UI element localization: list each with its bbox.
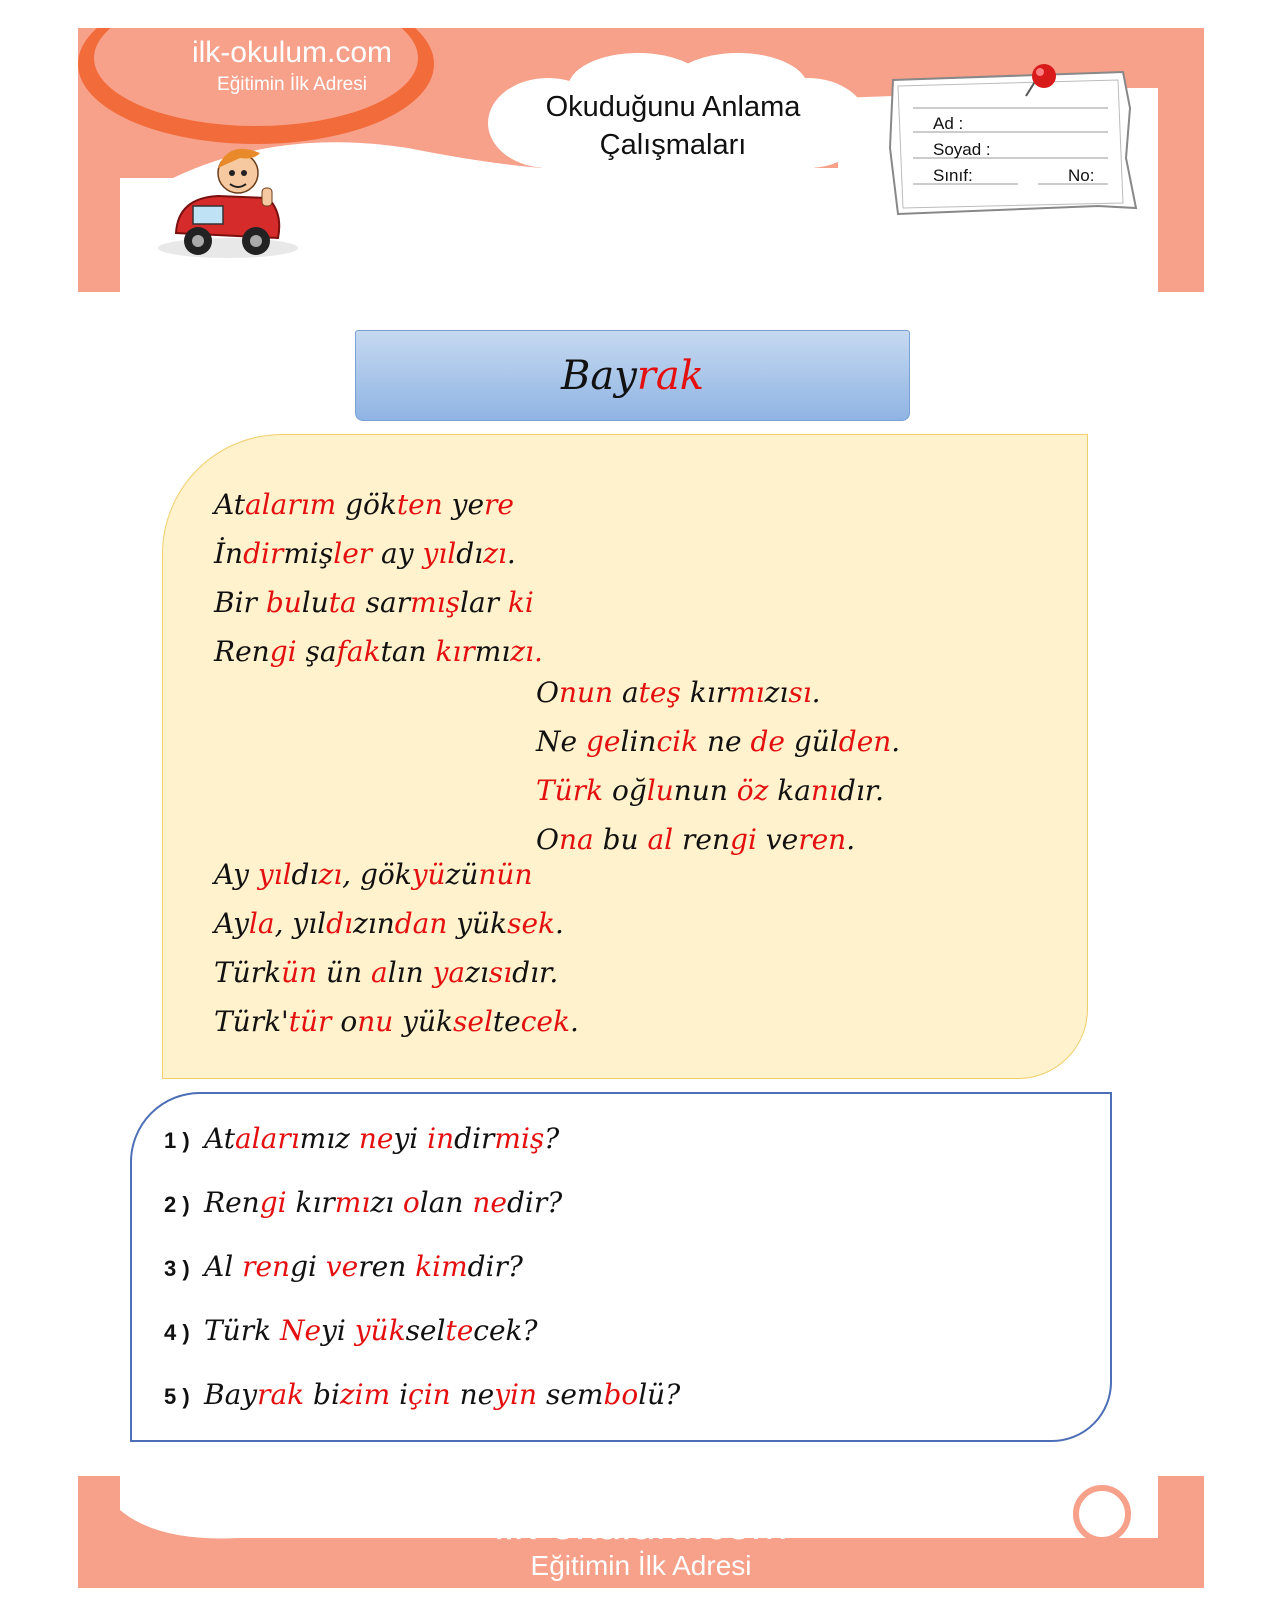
poem-syllable: kır bbox=[435, 635, 475, 668]
poem-syllable: mı bbox=[474, 635, 511, 668]
poem-syllable: gül bbox=[784, 725, 839, 758]
class-label: Sınıf: bbox=[933, 166, 973, 185]
poem-syllable: . bbox=[555, 907, 564, 940]
question-syllable: gi bbox=[259, 1186, 287, 1219]
worksheet-title bbox=[498, 88, 848, 164]
question-text bbox=[204, 1122, 559, 1155]
brand-subtitle: Eğitimin İlk Adresi bbox=[217, 74, 367, 95]
poem-syllable: Bir bbox=[214, 586, 266, 619]
poem-line bbox=[214, 858, 532, 891]
question-syllable: o bbox=[402, 1186, 420, 1219]
poem-syllable: nün bbox=[478, 858, 533, 891]
brand-title: ilk-okulum.com bbox=[191, 36, 393, 69]
question-syllable: dir? bbox=[467, 1250, 523, 1283]
poem-syllable: nı bbox=[810, 774, 838, 807]
question-syllable: dir bbox=[454, 1122, 495, 1155]
poem-syllable: ler bbox=[333, 537, 373, 570]
poem-syllable: Türk bbox=[536, 774, 604, 807]
poem-syllable: den bbox=[838, 725, 892, 758]
poem-syllable: dir bbox=[243, 537, 284, 570]
question-syllable: At bbox=[204, 1122, 235, 1155]
poem-syllable: dı bbox=[456, 537, 484, 570]
poem-syllable: . bbox=[891, 725, 901, 758]
poem-syllable: O bbox=[536, 823, 559, 856]
poem-syllable: dı bbox=[326, 907, 353, 940]
poem-syllable: zı. bbox=[510, 635, 543, 668]
poem-syllable: re bbox=[484, 488, 514, 521]
poem-syllable: dan bbox=[394, 907, 448, 940]
poem-syllable: İn bbox=[214, 537, 244, 570]
poem-syllable: ki bbox=[507, 586, 534, 619]
poem-syllable: lin bbox=[620, 725, 657, 758]
poem-syllable: o bbox=[331, 1005, 358, 1038]
question-syllable: yi bbox=[321, 1314, 355, 1347]
poem-syllable: ren bbox=[798, 823, 847, 856]
question-syllable: Ne bbox=[279, 1314, 322, 1347]
poem-syllable: . bbox=[846, 823, 856, 856]
poem-syllable: zın bbox=[352, 907, 395, 940]
poem-syllable: nun bbox=[558, 676, 614, 709]
poem-syllable: oğ bbox=[603, 774, 647, 807]
poem-syllable: . bbox=[569, 1005, 579, 1038]
question-syllable: rak bbox=[257, 1378, 305, 1411]
question-syllable: ? bbox=[544, 1122, 560, 1155]
poem-line bbox=[214, 907, 564, 940]
poem-syllable: şa bbox=[296, 635, 337, 668]
poem-syllable: cek bbox=[520, 1005, 570, 1038]
poem-syllable: al bbox=[647, 823, 674, 856]
question-syllable: sel bbox=[405, 1314, 446, 1347]
poem-syllable: Ren bbox=[214, 635, 270, 668]
question-syllable: dir? bbox=[506, 1186, 563, 1219]
question-syllable: ve bbox=[325, 1250, 359, 1283]
question-syllable: yi bbox=[393, 1122, 428, 1155]
poem-line bbox=[214, 635, 543, 668]
poem-title-part1: Bay bbox=[560, 352, 637, 399]
poem-syllable: ya bbox=[432, 956, 466, 989]
poem-syllable: mış bbox=[410, 586, 460, 619]
question-syllable: te bbox=[445, 1314, 474, 1347]
poem-syllable: yük bbox=[447, 907, 508, 940]
question-syllable: ne bbox=[358, 1122, 394, 1155]
worksheet-title-line2: Çalışmaları bbox=[599, 129, 747, 161]
poem-syllable: teş bbox=[638, 676, 681, 709]
poem-syllable: , yıl bbox=[274, 907, 327, 940]
question-syllable: Ren bbox=[204, 1186, 260, 1219]
poem-syllable: lu bbox=[646, 774, 674, 807]
question-syllable: mı bbox=[334, 1186, 371, 1219]
footer-brand-subtitle: Eğitimin İlk Adresi bbox=[530, 1550, 752, 1581]
poem-syllable: At bbox=[214, 488, 245, 521]
poem-syllable: nun bbox=[673, 774, 737, 807]
poem-title bbox=[561, 353, 704, 399]
question-syllable: i bbox=[390, 1378, 409, 1411]
poem-syllable: Türk bbox=[214, 956, 282, 989]
question-syllable: cek? bbox=[473, 1314, 538, 1347]
poem-syllable: . bbox=[811, 676, 821, 709]
question-syllable: ala bbox=[234, 1122, 278, 1155]
poem-syllable: , gök bbox=[342, 858, 412, 891]
poem-syllable: sel bbox=[453, 1005, 493, 1038]
question-syllable: ne bbox=[450, 1378, 495, 1411]
poem-line bbox=[214, 956, 558, 989]
poem-syllable: sek bbox=[507, 907, 556, 940]
poem-syllable: zı bbox=[483, 537, 507, 570]
question-syllable: ne bbox=[472, 1186, 507, 1219]
question-number: 2 ) bbox=[164, 1192, 190, 1217]
poem-syllable: lın bbox=[387, 956, 433, 989]
worksheet-footer bbox=[78, 1476, 1204, 1588]
poem-line bbox=[214, 1005, 579, 1038]
poem-syllable: Ay bbox=[214, 907, 249, 940]
question-text bbox=[204, 1378, 680, 1411]
poem-syllable: yıl bbox=[422, 537, 457, 570]
poem-syllable: lar bbox=[459, 586, 508, 619]
poem-syllable: zı bbox=[764, 676, 789, 709]
poem-syllable: sar bbox=[356, 586, 411, 619]
poem-syllable: tür bbox=[288, 1005, 332, 1038]
poem-syllable: kır bbox=[680, 676, 730, 709]
question-syllable: yin bbox=[494, 1378, 538, 1411]
poem-syllable: Türk' bbox=[214, 1005, 289, 1038]
poem-syllable: zı bbox=[318, 858, 343, 891]
poem-syllable: sı bbox=[488, 956, 513, 989]
poem-line bbox=[214, 537, 516, 570]
poem-syllable: ren bbox=[673, 823, 731, 856]
poem-syllable: zı bbox=[465, 956, 489, 989]
question-number: 5 ) bbox=[164, 1384, 190, 1409]
question-row bbox=[164, 1314, 538, 1347]
poem-syllable: O bbox=[536, 676, 559, 709]
question-syllable: Bay bbox=[204, 1378, 258, 1411]
poem-line bbox=[536, 774, 884, 807]
poem-syllable: ün bbox=[317, 956, 372, 989]
poem-syllable: na bbox=[558, 823, 594, 856]
poem-syllable: lu bbox=[301, 586, 329, 619]
poem-syllable: bu bbox=[265, 586, 302, 619]
poem-syllable: gök bbox=[336, 488, 397, 521]
question-syllable: Türk bbox=[204, 1314, 280, 1347]
question-text bbox=[204, 1186, 562, 1219]
question-syllable: sem bbox=[537, 1378, 604, 1411]
question-syllable: lan bbox=[419, 1186, 473, 1219]
poem-syllable: dır. bbox=[512, 956, 559, 989]
footer-brand-title: ilk-okulum.com bbox=[494, 1500, 788, 1549]
question-row bbox=[164, 1378, 680, 1411]
poem-syllable: bu bbox=[593, 823, 648, 856]
poem-syllable: ala bbox=[244, 488, 288, 521]
poem-syllable: te bbox=[492, 1005, 521, 1038]
poem-line bbox=[214, 586, 534, 619]
poem-line bbox=[214, 488, 514, 521]
poem-syllable: ay bbox=[372, 537, 423, 570]
question-text bbox=[204, 1250, 523, 1283]
question-number: 3 ) bbox=[164, 1256, 190, 1281]
poem-syllable: gi bbox=[269, 635, 297, 668]
question-syllable: bi bbox=[304, 1378, 340, 1411]
poem-syllable: . bbox=[506, 537, 516, 570]
poem-syllable: dı bbox=[291, 858, 319, 891]
questions-box bbox=[130, 1092, 1112, 1442]
poem-syllable: zü bbox=[445, 858, 479, 891]
poem-syllable: sı bbox=[788, 676, 812, 709]
question-text bbox=[204, 1314, 538, 1347]
poem-syllable: a bbox=[613, 676, 639, 709]
question-syllable: kim bbox=[415, 1250, 468, 1283]
number-label: No: bbox=[1068, 166, 1095, 185]
question-syllable: kır bbox=[286, 1186, 335, 1219]
poem-syllable: ka bbox=[768, 774, 811, 807]
poem-syllable: gi bbox=[730, 823, 757, 856]
poem-syllable: yıl bbox=[257, 858, 292, 891]
poem-syllable: miş bbox=[283, 537, 334, 570]
student-info-card bbox=[890, 72, 1136, 214]
poem-syllable: rım bbox=[287, 488, 337, 521]
poem-syllable: ne bbox=[698, 725, 751, 758]
poem-syllable: nu bbox=[357, 1005, 394, 1038]
name-label: Ad : bbox=[933, 114, 964, 133]
question-syllable: ren bbox=[358, 1250, 416, 1283]
poem-syllable: la bbox=[248, 907, 275, 940]
poem-syllable: ten bbox=[396, 488, 443, 521]
poem-line bbox=[536, 823, 855, 856]
poem-syllable: cik bbox=[656, 725, 699, 758]
question-syllable: mız bbox=[299, 1122, 359, 1155]
poem-syllable: Ne bbox=[536, 725, 586, 758]
question-row bbox=[164, 1122, 559, 1155]
poem-syllable: Ay bbox=[214, 858, 258, 891]
question-syllable: bo bbox=[603, 1378, 639, 1411]
poem-syllable: mı bbox=[729, 676, 765, 709]
question-syllable: lü? bbox=[638, 1378, 681, 1411]
question-syllable: in bbox=[427, 1122, 455, 1155]
poem-syllable: de bbox=[750, 725, 785, 758]
poem-line bbox=[536, 725, 900, 758]
poem-syllable: ge bbox=[585, 725, 621, 758]
poem-syllable: fak bbox=[336, 635, 381, 668]
question-syllable: rı bbox=[277, 1122, 300, 1155]
question-row bbox=[164, 1250, 523, 1283]
poem-syllable: ve bbox=[756, 823, 799, 856]
question-syllable: yük bbox=[354, 1314, 406, 1347]
poem-title-banner bbox=[355, 330, 910, 421]
poem-syllable: ün bbox=[281, 956, 318, 989]
question-row bbox=[164, 1186, 562, 1219]
poem-syllable: öz bbox=[736, 774, 769, 807]
question-syllable: çin bbox=[408, 1378, 451, 1411]
question-syllable: Al bbox=[204, 1250, 243, 1283]
question-number: 1 ) bbox=[164, 1128, 190, 1153]
poem-syllable: yük bbox=[393, 1005, 453, 1038]
question-syllable: gi bbox=[290, 1250, 326, 1283]
surname-label: Soyad : bbox=[933, 140, 991, 159]
question-syllable: ren bbox=[242, 1250, 291, 1283]
poem-line bbox=[536, 676, 821, 709]
worksheet-header bbox=[78, 28, 1204, 292]
poem-title-part2: rak bbox=[636, 352, 705, 399]
poem-syllable: dır. bbox=[837, 774, 885, 807]
worksheet-title-line1: Okuduğunu Anlama bbox=[545, 91, 801, 123]
question-syllable: zim bbox=[339, 1378, 391, 1411]
question-number: 4 ) bbox=[164, 1320, 190, 1345]
poem-syllable: ta bbox=[328, 586, 357, 619]
poem-syllable: yü bbox=[411, 858, 446, 891]
poem-syllable: a bbox=[371, 956, 388, 989]
question-syllable: zı bbox=[370, 1186, 403, 1219]
poem-syllable: tan bbox=[380, 635, 436, 668]
question-syllable: miş bbox=[494, 1122, 545, 1155]
poem-syllable: ye bbox=[442, 488, 485, 521]
